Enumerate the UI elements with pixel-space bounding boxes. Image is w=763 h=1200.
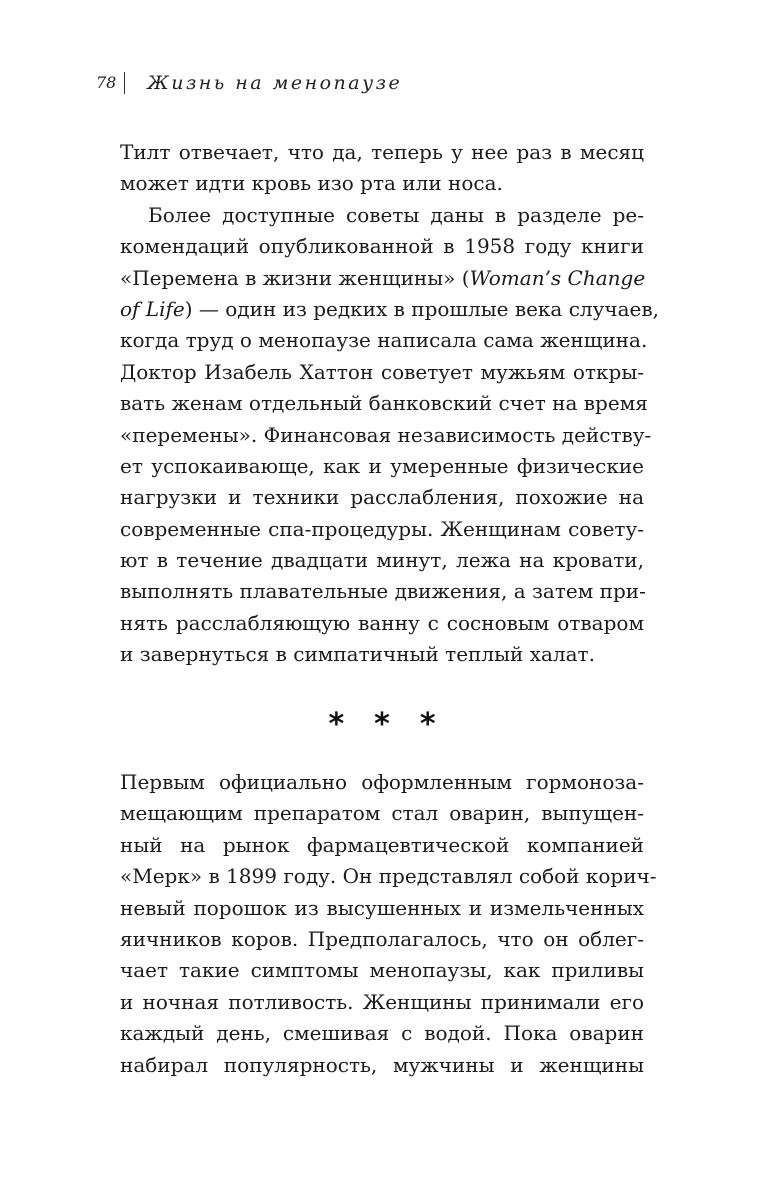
text-line: нять расслабляющую ванну с сосновым отваром — [120, 610, 644, 635]
running-title: Жизнь на менопаузе — [147, 72, 403, 94]
text-line: когда труд о менопаузе написала сама женщина. — [120, 328, 648, 353]
text-line: каждый день, смешивая с водой. Пока оварин — [120, 1021, 644, 1046]
text-line-mixed — [120, 294, 659, 325]
text-line: ет успокаивающе, как и умеренные физические — [120, 453, 644, 478]
text-line: Доктор Изабель Хаттон советует мужьям откры- — [120, 359, 644, 384]
text-line: набирал популярность, мужчины и женщины — [120, 1052, 644, 1077]
text-line: ный на рынок фармацевтической компанией — [120, 832, 644, 857]
text-line: невый порошок из высушенных и измельченных — [120, 895, 644, 920]
asterisk-icon: * — [328, 707, 345, 742]
text-segment: «Перемена в жизни женщины» ( — [120, 265, 470, 290]
text-line: Первым официально оформленным гормоноза- — [120, 770, 644, 794]
body-text-bottom — [120, 767, 657, 1081]
text-line: может идти кровь изо рта или носа. — [120, 171, 503, 196]
text-line-mixed — [120, 263, 644, 294]
text-line: комендаций опубликованной в 1958 году книги — [120, 234, 644, 259]
section-separator — [120, 705, 644, 745]
text-line: «Мерк» в 1899 году. Он представлял собой корич- — [120, 864, 657, 889]
body-text-top — [120, 137, 659, 671]
italic-book-title: Woman’s Change — [469, 265, 646, 290]
text-line: и завернуться в симпатичный теплый халат. — [120, 642, 595, 667]
text-line: Более доступные советы даны в разделе ре- — [148, 202, 644, 227]
italic-book-title: of Life — [120, 296, 185, 321]
text-line: яичников коров. Предполагалось, что он облег- — [120, 926, 644, 951]
text-line: современные спа-процедуры. Женщинам совету- — [120, 516, 644, 541]
running-header — [96, 66, 402, 100]
text-line: Тилт отвечает, что да, теперь у нее раз в месяц — [120, 140, 644, 164]
text-line: и ночная потливость. Женщины принимали его — [120, 989, 644, 1014]
text-line: ют в течение двадцати минут, лежа на кровати, — [120, 548, 644, 573]
asterisk-icon: * — [419, 707, 436, 742]
text-line: нагрузки и техники расслабления, похожие на — [120, 485, 644, 510]
text-line: «перемены». Финансовая независимость действу- — [120, 422, 652, 447]
text-line: выполнять плавательные движения, а затем при- — [120, 579, 646, 604]
text-line: чает такие симптомы менопаузы, как приливы — [120, 958, 644, 983]
page-number: 78 — [96, 72, 125, 94]
text-line: вать женам отдельный банковский счет на время — [120, 391, 648, 416]
text-segment: ) — один из редких в прошлые века случаев, — [184, 296, 659, 321]
asterisk-icon: * — [374, 707, 390, 742]
text-line: мещающим препаратом стал оварин, выпущен- — [120, 801, 644, 826]
